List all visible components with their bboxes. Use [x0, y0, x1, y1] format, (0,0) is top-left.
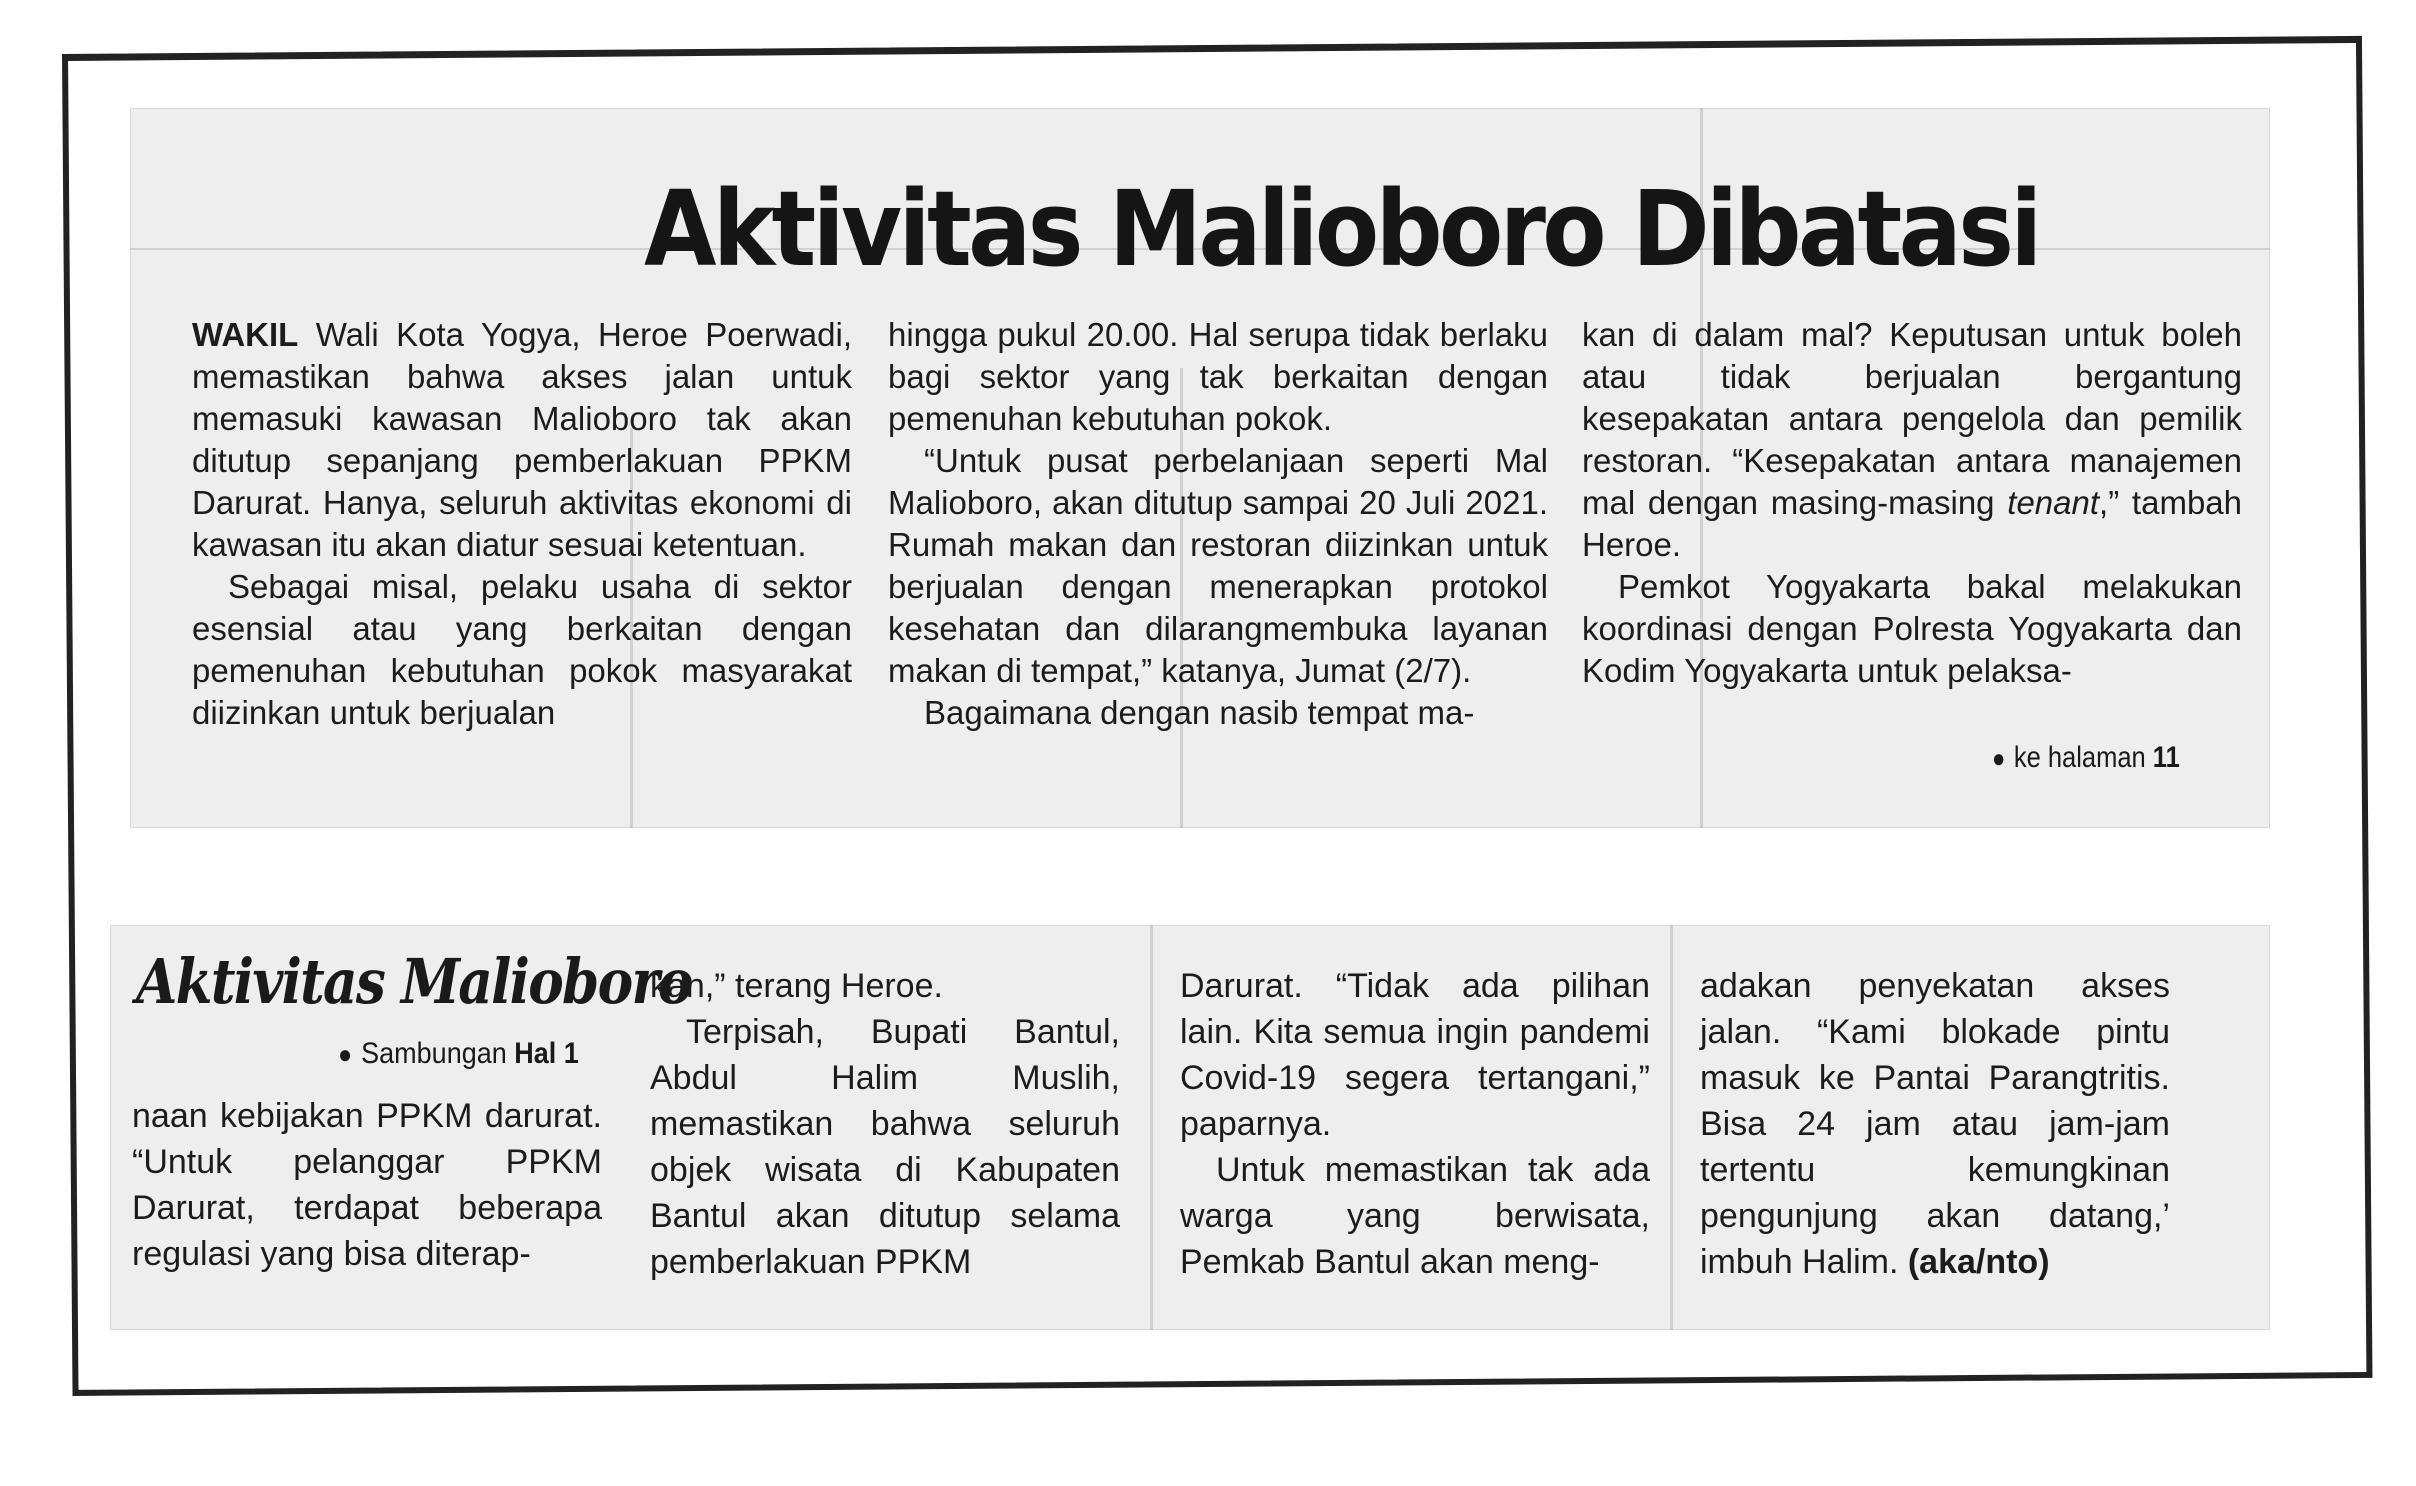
- article-column-2: [888, 314, 1548, 734]
- paragraph: Pemkot Yogyakarta bakal melakukan koordinasi dengan Polresta Yogyakarta dan Kodim Yogyakarta untuk pelaksa-: [1582, 568, 2242, 689]
- paragraph: [1582, 314, 2242, 566]
- sub-label: Sambungan: [361, 1037, 507, 1070]
- jump-label: ke halaman: [2013, 741, 2146, 774]
- paragraph: Darurat. “Tidak ada pilihan lain. Kita semua ingin pandemi Covid-19 segera tertangani,” paparnya.: [1180, 967, 1650, 1143]
- paragraph: hingga pukul 20.00. Hal serupa tidak berlaku bagi sektor yang tak berkaitan dengan pemenuhan kebutuhan pokok.: [888, 316, 1548, 437]
- continuation-title: Aktivitas Malioboro: [136, 945, 692, 1018]
- bleed-through-rule: [1150, 925, 1153, 1330]
- continuation-clipping: [110, 925, 2270, 1330]
- jump-page-number: 11: [2152, 741, 2180, 774]
- paragraph-text: Wali Kota Yogya, Heroe Poerwadi, memastikan bahwa akses jalan untuk memasuki kawasan Malioboro tak akan ditutup sepanjang pemberlakuan PPKM Darurat. Hanya, seluruh aktivitas ekonomi di kawasan itu akan diatur sesuai ketentuan.: [192, 316, 852, 563]
- sub-page: Hal 1: [514, 1037, 579, 1070]
- continuation-column-2: [650, 963, 1120, 1285]
- continuation-column-1: [132, 1093, 602, 1277]
- paragraph-text: adakan penyekatan akses jalan. “Kami blokade pintu masuk ke Pantai Parangtritis. Bisa 24 jam atau jam-jam tertentu kemungkinan pengunjung akan datang,’ imbuh Halim.: [1700, 967, 2170, 1281]
- bullet-icon: ●: [338, 1039, 353, 1069]
- bullet-icon: ●: [1992, 743, 2006, 773]
- headline: Aktivitas Malioboro Dibatasi: [644, 168, 2039, 290]
- paragraph: Bagaimana dengan nasib tempat ma-: [924, 694, 1475, 731]
- paragraph-text: ,” tambah Heroe.: [1582, 484, 2243, 563]
- paragraph: naan kebijakan PPKM darurat. “Untuk pelanggar PPKM Darurat, terdapat beberapa regulasi yang bisa diterap-: [132, 1097, 602, 1273]
- main-article-clipping: [130, 108, 2270, 828]
- continuation-column-4: [1700, 963, 2170, 1285]
- article-column-3: [1582, 314, 2242, 692]
- bleed-through-rule: [1670, 925, 1673, 1330]
- paragraph: kan,” terang Heroe.: [650, 967, 943, 1005]
- continuation-column-3: [1180, 963, 1650, 1285]
- paragraph: “Untuk pusat perbelanjaan seperti Mal Malioboro, akan ditutup sampai 20 Juli 2021. Rumah makan dan restoran diizinkan untuk berjualan dengan menerapkan protokol kesehatan dan dilarangmembuka layanan makan di tempat,” katanya, Jumat (2/7).: [888, 442, 1548, 689]
- lead-word: WAKIL: [192, 316, 299, 353]
- paragraph: Untuk memastikan tak ada warga yang berwisata, Pemkab Bantul akan meng-: [1180, 1151, 1650, 1281]
- continuation-subtitle: [338, 1037, 579, 1071]
- paragraph: Terpisah, Bupati Bantul, Abdul Halim Muslih, memastikan bahwa seluruh objek wisata di Kabupaten Bantul akan ditutup selama pemberlakuan PPKM: [650, 1013, 1120, 1281]
- paragraph: [192, 314, 852, 566]
- paragraph-text: kan di dalam mal? Keputusan untuk boleh atau tidak berjualan bergantung kesepakatan antara pengelola dan pemilik restoran. “Kesepakatan antara manajemen mal dengan masing-masing: [1582, 316, 2242, 521]
- italic-term: tenant: [2007, 484, 2100, 521]
- continued-on-page: [1992, 741, 2180, 775]
- author-signature: (aka/nto): [1907, 1243, 2050, 1281]
- article-column-1: [192, 314, 852, 734]
- paragraph: [1700, 963, 2170, 1285]
- paragraph: Sebagai misal, pelaku usaha di sektor esensial atau yang berkaitan dengan pemenuhan kebutuhan pokok masyarakat diizinkan untuk berjualan: [192, 568, 852, 731]
